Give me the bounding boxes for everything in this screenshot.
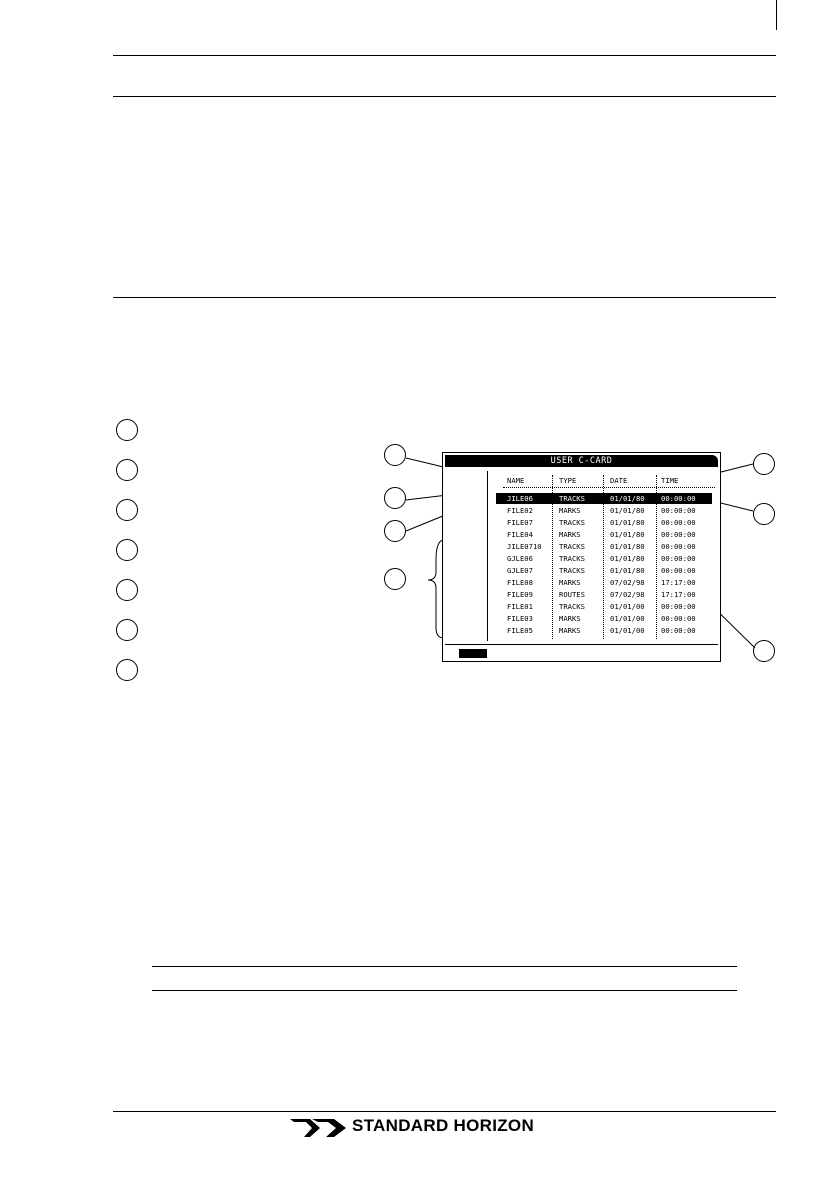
file-name-cell: FILE07 — [507, 518, 533, 527]
column-header-name: NAME — [507, 476, 525, 485]
file-date-cell: 07/02/98 — [610, 578, 645, 587]
file-time-cell: 00:00:00 — [661, 614, 696, 623]
file-time-cell: 00:00:00 — [661, 566, 696, 575]
file-time-cell: 00:00:00 — [661, 542, 696, 551]
column-header-type: TYPE — [559, 476, 577, 485]
file-date-cell: 01/01/80 — [610, 566, 645, 575]
file-name-cell: FILE03 — [507, 614, 533, 623]
file-type-cell: MARKS — [559, 578, 581, 587]
column-header-time: TIME — [661, 476, 679, 485]
file-date-cell: 01/01/00 — [610, 602, 645, 611]
file-type-cell: MARKS — [559, 626, 581, 635]
file-name-cell: GJLE07 — [507, 566, 533, 575]
file-type-cell: TRACKS — [559, 518, 585, 527]
file-name-cell: JILE06 — [507, 494, 533, 503]
file-name-cell: FILE02 — [507, 506, 533, 515]
file-name-cell: JILE0710 — [507, 542, 542, 551]
file-time-cell: 00:00:00 — [661, 602, 696, 611]
file-name-cell: FILE09 — [507, 590, 533, 599]
file-time-cell: 00:00:00 — [661, 554, 696, 563]
file-date-cell: 01/01/80 — [610, 494, 645, 503]
screen-footer-rule — [445, 644, 718, 645]
file-name-cell: FILE04 — [507, 530, 533, 539]
file-time-cell: 00:00:00 — [661, 494, 696, 503]
file-date-cell: 01/01/80 — [610, 554, 645, 563]
file-date-cell: 07/02/98 — [610, 590, 645, 599]
note-rule-bottom — [152, 990, 737, 991]
file-time-cell: 17:17:00 — [661, 578, 696, 587]
file-time-cell: 00:00:00 — [661, 530, 696, 539]
file-time-cell: 00:00:00 — [661, 506, 696, 515]
file-date-cell: 01/01/80 — [610, 542, 645, 551]
file-time-cell: 17:17:00 — [661, 590, 696, 599]
screen-divider — [487, 471, 488, 641]
file-name-cell: FILE05 — [507, 626, 533, 635]
header-underline — [503, 487, 715, 488]
softkey-indicator — [459, 649, 487, 658]
file-date-cell: 01/01/00 — [610, 626, 645, 635]
file-date-cell: 01/01/80 — [610, 530, 645, 539]
file-name-cell: FILE08 — [507, 578, 533, 587]
file-type-cell: TRACKS — [559, 566, 585, 575]
file-date-cell: 01/01/00 — [610, 614, 645, 623]
file-type-cell: MARKS — [559, 506, 581, 515]
file-type-cell: TRACKS — [559, 494, 585, 503]
file-type-cell: MARKS — [559, 614, 581, 623]
file-name-cell: FILE01 — [507, 602, 533, 611]
file-type-cell: TRACKS — [559, 602, 585, 611]
screen-title: USER C-CARD — [445, 455, 718, 467]
user-c-card-screen — [442, 452, 721, 662]
file-name-cell: GJLE06 — [507, 554, 533, 563]
footer-rule — [113, 1111, 776, 1112]
file-time-cell: 00:00:00 — [661, 518, 696, 527]
standard-horizon-logo-icon — [290, 1116, 348, 1140]
file-type-cell: ROUTES — [559, 590, 585, 599]
file-type-cell: TRACKS — [559, 542, 585, 551]
file-type-cell: MARKS — [559, 530, 581, 539]
file-type-cell: TRACKS — [559, 554, 585, 563]
brand-name: STANDARD HORIZON — [352, 1116, 535, 1135]
note-rule-top — [152, 966, 737, 967]
column-header-date: DATE — [610, 476, 628, 485]
file-date-cell: 01/01/80 — [610, 506, 645, 515]
file-time-cell: 00:00:00 — [661, 626, 696, 635]
file-date-cell: 01/01/80 — [610, 518, 645, 527]
